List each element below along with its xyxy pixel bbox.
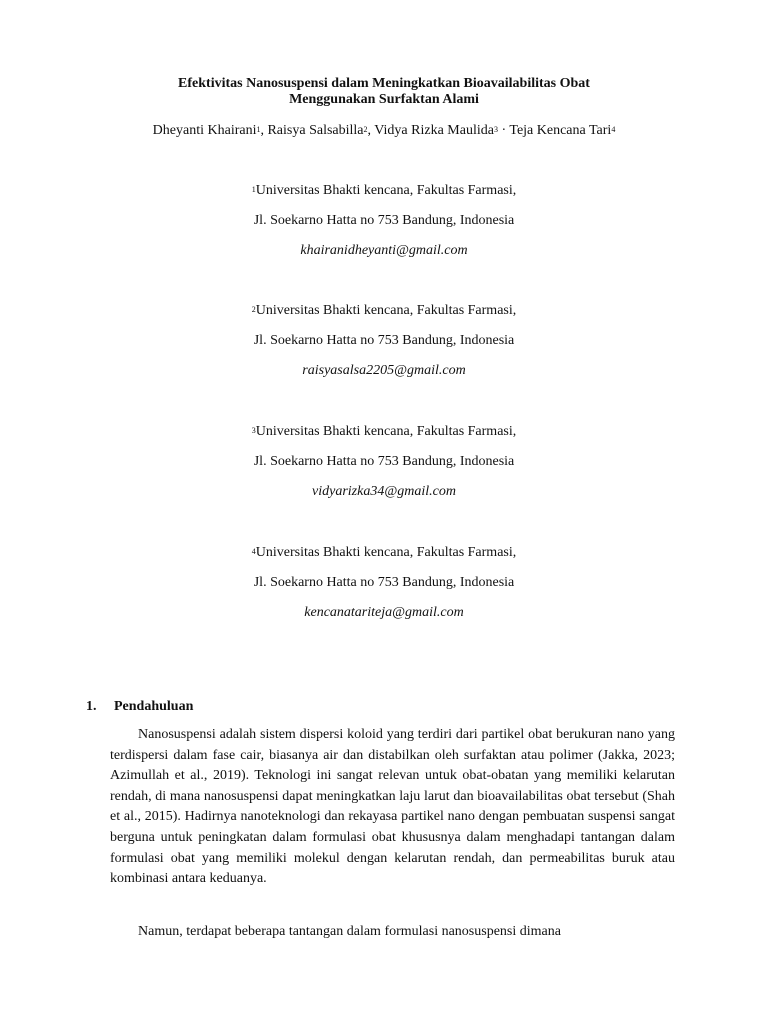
affiliation-email: khairanidheyanti@gmail.com — [300, 243, 468, 258]
institution-text: Universitas Bhakti kencana, Fakultas Farmasi, — [255, 545, 517, 560]
paper-title-line-1: Efektivitas Nanosuspensi dalam Meningkatkan Bioavailabilitas Obat — [178, 76, 590, 91]
author-separator: , — [260, 123, 268, 138]
affiliation-superscript: 4 — [251, 547, 256, 556]
affiliation-address: Jl. Soekarno Hatta no 753 Bandung, Indonesia — [253, 213, 515, 228]
institution-text: Universitas Bhakti kencana, Fakultas Farmasi, — [255, 424, 517, 439]
author-superscript: 4 — [611, 125, 616, 134]
affiliation-institution — [0, 544, 768, 574]
body-paragraph: Nanosuspensi adalah sistem dispersi koloid yang terdiri dari partikel obat berukuran nano yang terdispersi dalam fase cair, biasanya air dan distabilkan oleh surfaktan atau polimer (Jakka, 2023; Azimullah et al., 2019). Teknologi ini sangat relevan untuk obat-obatan yang memiliki kelarutan rendah, di mana nanosuspensi dapat meningkatkan laju larut dan bioavailabilitas obat tersebut (Shah et al., 2015). Hadirnya nanoteknologi dan rekayasa partikel nano dengan pembuatan suspensi sangat berguna untuk peningkatan dalam formulasi obat khususnya dalam menghadapi tantangan dalam formulasi obat yang memiliki molekul dengan kelarutan rendah, dan permeabilitas buruk atau kombinasi antara keduanya. — [110, 727, 675, 887]
paper-title-line-2: Menggunakan Surfaktan Alami — [289, 92, 479, 107]
author-name: Vidya Rizka Maulida — [374, 123, 494, 138]
paper-title — [0, 76, 768, 108]
affiliation-superscript: 3 — [251, 426, 256, 435]
affiliation-block — [0, 423, 768, 513]
affiliation-superscript: 1 — [251, 185, 256, 194]
affiliation-address: Jl. Soekarno Hatta no 753 Bandung, Indonesia — [253, 333, 515, 348]
body-paragraph: Namun, terdapat beberapa tantangan dalam formulasi nanosuspensi dimana — [138, 924, 561, 939]
affiliation-block — [0, 182, 768, 272]
section-number: 1. — [86, 699, 97, 714]
affiliation-address: Jl. Soekarno Hatta no 753 Bandung, Indonesia — [253, 575, 515, 590]
affiliation-block — [0, 302, 768, 392]
author-superscript: 3 — [493, 125, 498, 134]
author-list — [0, 122, 768, 140]
affiliation-institution — [0, 302, 768, 332]
affiliation-email: vidyarizka34@gmail.com — [312, 484, 456, 499]
institution-text: Universitas Bhakti kencana, Fakultas Farmasi, — [255, 303, 517, 318]
section-heading — [86, 698, 193, 716]
affiliation-address: Jl. Soekarno Hatta no 753 Bandung, Indonesia — [253, 454, 515, 469]
affiliation-superscript: 2 — [251, 305, 256, 314]
author-separator: , — [367, 123, 375, 138]
institution-text: Universitas Bhakti kencana, Fakultas Farmasi, — [255, 183, 517, 198]
affiliation-email: kencanatariteja@gmail.com — [304, 605, 464, 620]
author-superscript: 2 — [363, 125, 368, 134]
author-name: Dheyanti Khairani — [152, 123, 257, 138]
author-name: Raisya Salsabilla — [267, 123, 364, 138]
author-superscript: 1 — [256, 125, 261, 134]
affiliation-email: raisyasalsa2205@gmail.com — [302, 363, 466, 378]
affiliation-institution — [0, 423, 768, 453]
author-separator: · — [497, 123, 510, 138]
affiliation-block — [0, 544, 768, 634]
affiliation-institution — [0, 182, 768, 212]
author-name: Teja Kencana Tari — [509, 123, 612, 138]
section-title: Pendahuluan — [114, 699, 194, 714]
